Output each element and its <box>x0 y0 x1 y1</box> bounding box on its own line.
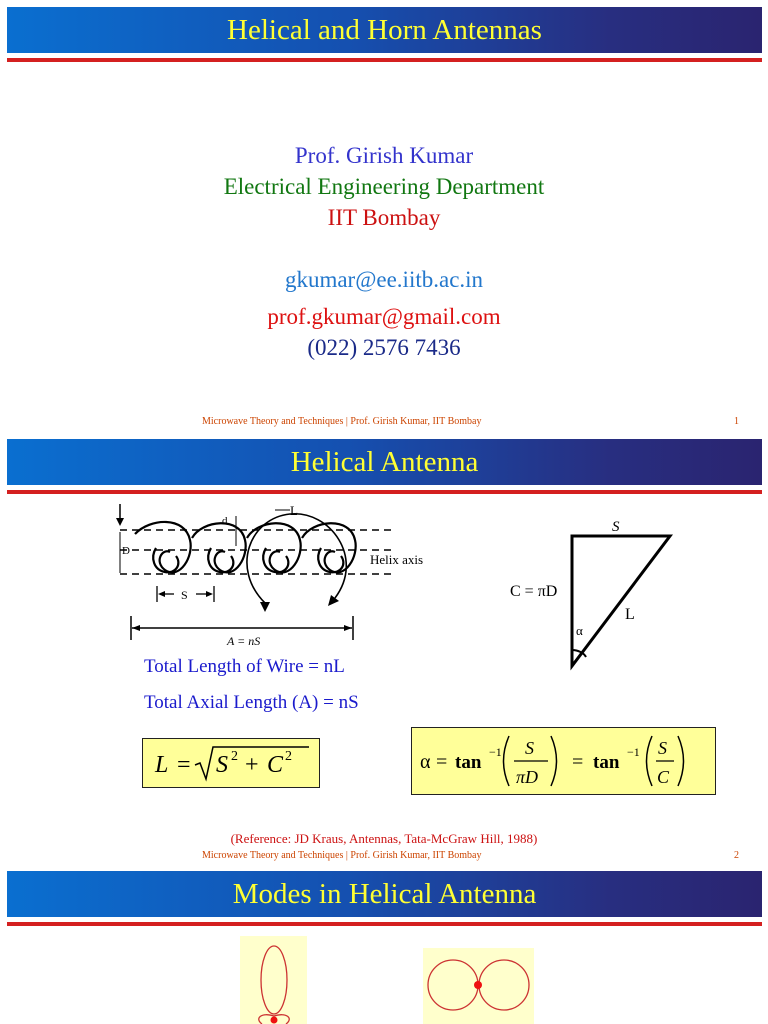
svg-text:=: = <box>436 751 448 773</box>
slide-1-footer-text: Microwave Theory and Techniques | Prof. Girish Kumar, IIT Bombay <box>202 416 482 427</box>
normal-mode-pattern <box>423 948 534 1024</box>
email-link-2[interactable]: prof.gkumar@gmail.com <box>267 304 501 329</box>
helix-label-D: D <box>122 545 130 557</box>
formula-box-length <box>142 738 320 788</box>
svg-text:S: S <box>216 752 228 778</box>
triangle-label-C: C = πD <box>510 583 558 600</box>
reference-citation: (Reference: JD Kraus, Antennas, Tata-McGraw Hill, 1988) <box>230 831 538 846</box>
svg-text:=: = <box>177 752 191 778</box>
email-link-1[interactable]: gkumar@ee.iitb.ac.in <box>284 267 484 292</box>
helix-label-A: A = nS <box>227 634 261 648</box>
svg-text:tan: tan <box>455 752 482 773</box>
svg-text:−1: −1 <box>489 745 502 759</box>
svg-text:+: + <box>245 752 259 778</box>
svg-text:C: C <box>267 752 284 778</box>
pitch-triangle-diagram <box>500 516 690 676</box>
slide-2-page-number: 2 <box>734 850 739 861</box>
slide-3-title-underline <box>7 922 762 926</box>
svg-text:πD: πD <box>516 767 539 787</box>
svg-text:C: C <box>657 767 670 787</box>
axial-mode-pattern <box>240 936 307 1024</box>
slide-1-title: Helical and Horn Antennas <box>227 13 542 46</box>
triangle-label-L: L <box>625 606 635 623</box>
slide-2-title-bar <box>7 439 762 485</box>
slide-3-title-bar <box>7 871 762 917</box>
helix-axis-label: Helix axis <box>370 552 424 567</box>
svg-text:α: α <box>420 751 431 773</box>
slide-1-page-number: 1 <box>734 416 739 427</box>
institute-name: IIT Bombay <box>327 205 441 230</box>
slide-2-footer-text: Microwave Theory and Techniques | Prof. Girish Kumar, IIT Bombay <box>202 850 482 861</box>
slide-2-title-underline <box>7 490 762 494</box>
helix-label-d: d <box>222 515 228 527</box>
svg-text:S: S <box>658 738 667 758</box>
helix-label-L: L <box>290 503 298 518</box>
svg-text:2: 2 <box>231 749 238 764</box>
svg-text:−1: −1 <box>627 745 640 759</box>
formula-box-pitch-angle <box>411 727 716 795</box>
svg-text:=: = <box>572 751 584 773</box>
triangle-label-alpha: α <box>576 623 583 638</box>
total-wire-length-text: Total Length of Wire = nL <box>144 656 345 677</box>
total-axial-length-text: Total Axial Length (A) = nS <box>144 692 359 713</box>
triangle-label-S: S <box>612 519 620 535</box>
formula-pitch-angle-graphic <box>412 728 715 794</box>
department-name: Electrical Engineering Department <box>223 174 545 199</box>
slide-3 <box>0 866 768 1024</box>
svg-text:S: S <box>525 738 534 758</box>
helix-diagram <box>110 498 440 648</box>
author-name: Prof. Girish Kumar <box>294 143 474 168</box>
slide-1 <box>0 0 768 432</box>
helix-label-S: S <box>181 588 188 602</box>
svg-text:L: L <box>155 752 169 778</box>
formula-length-graphic <box>143 739 319 787</box>
phone-number: (022) 2576 7436 <box>307 335 461 360</box>
slide-1-title-bar <box>7 7 762 53</box>
slide-2-title: Helical Antenna <box>290 445 479 478</box>
svg-text:tan: tan <box>593 752 620 773</box>
slide-1-title-underline <box>7 58 762 62</box>
slide-2 <box>0 432 768 866</box>
svg-text:2: 2 <box>285 749 292 764</box>
slide-3-title: Modes in Helical Antenna <box>232 877 537 910</box>
